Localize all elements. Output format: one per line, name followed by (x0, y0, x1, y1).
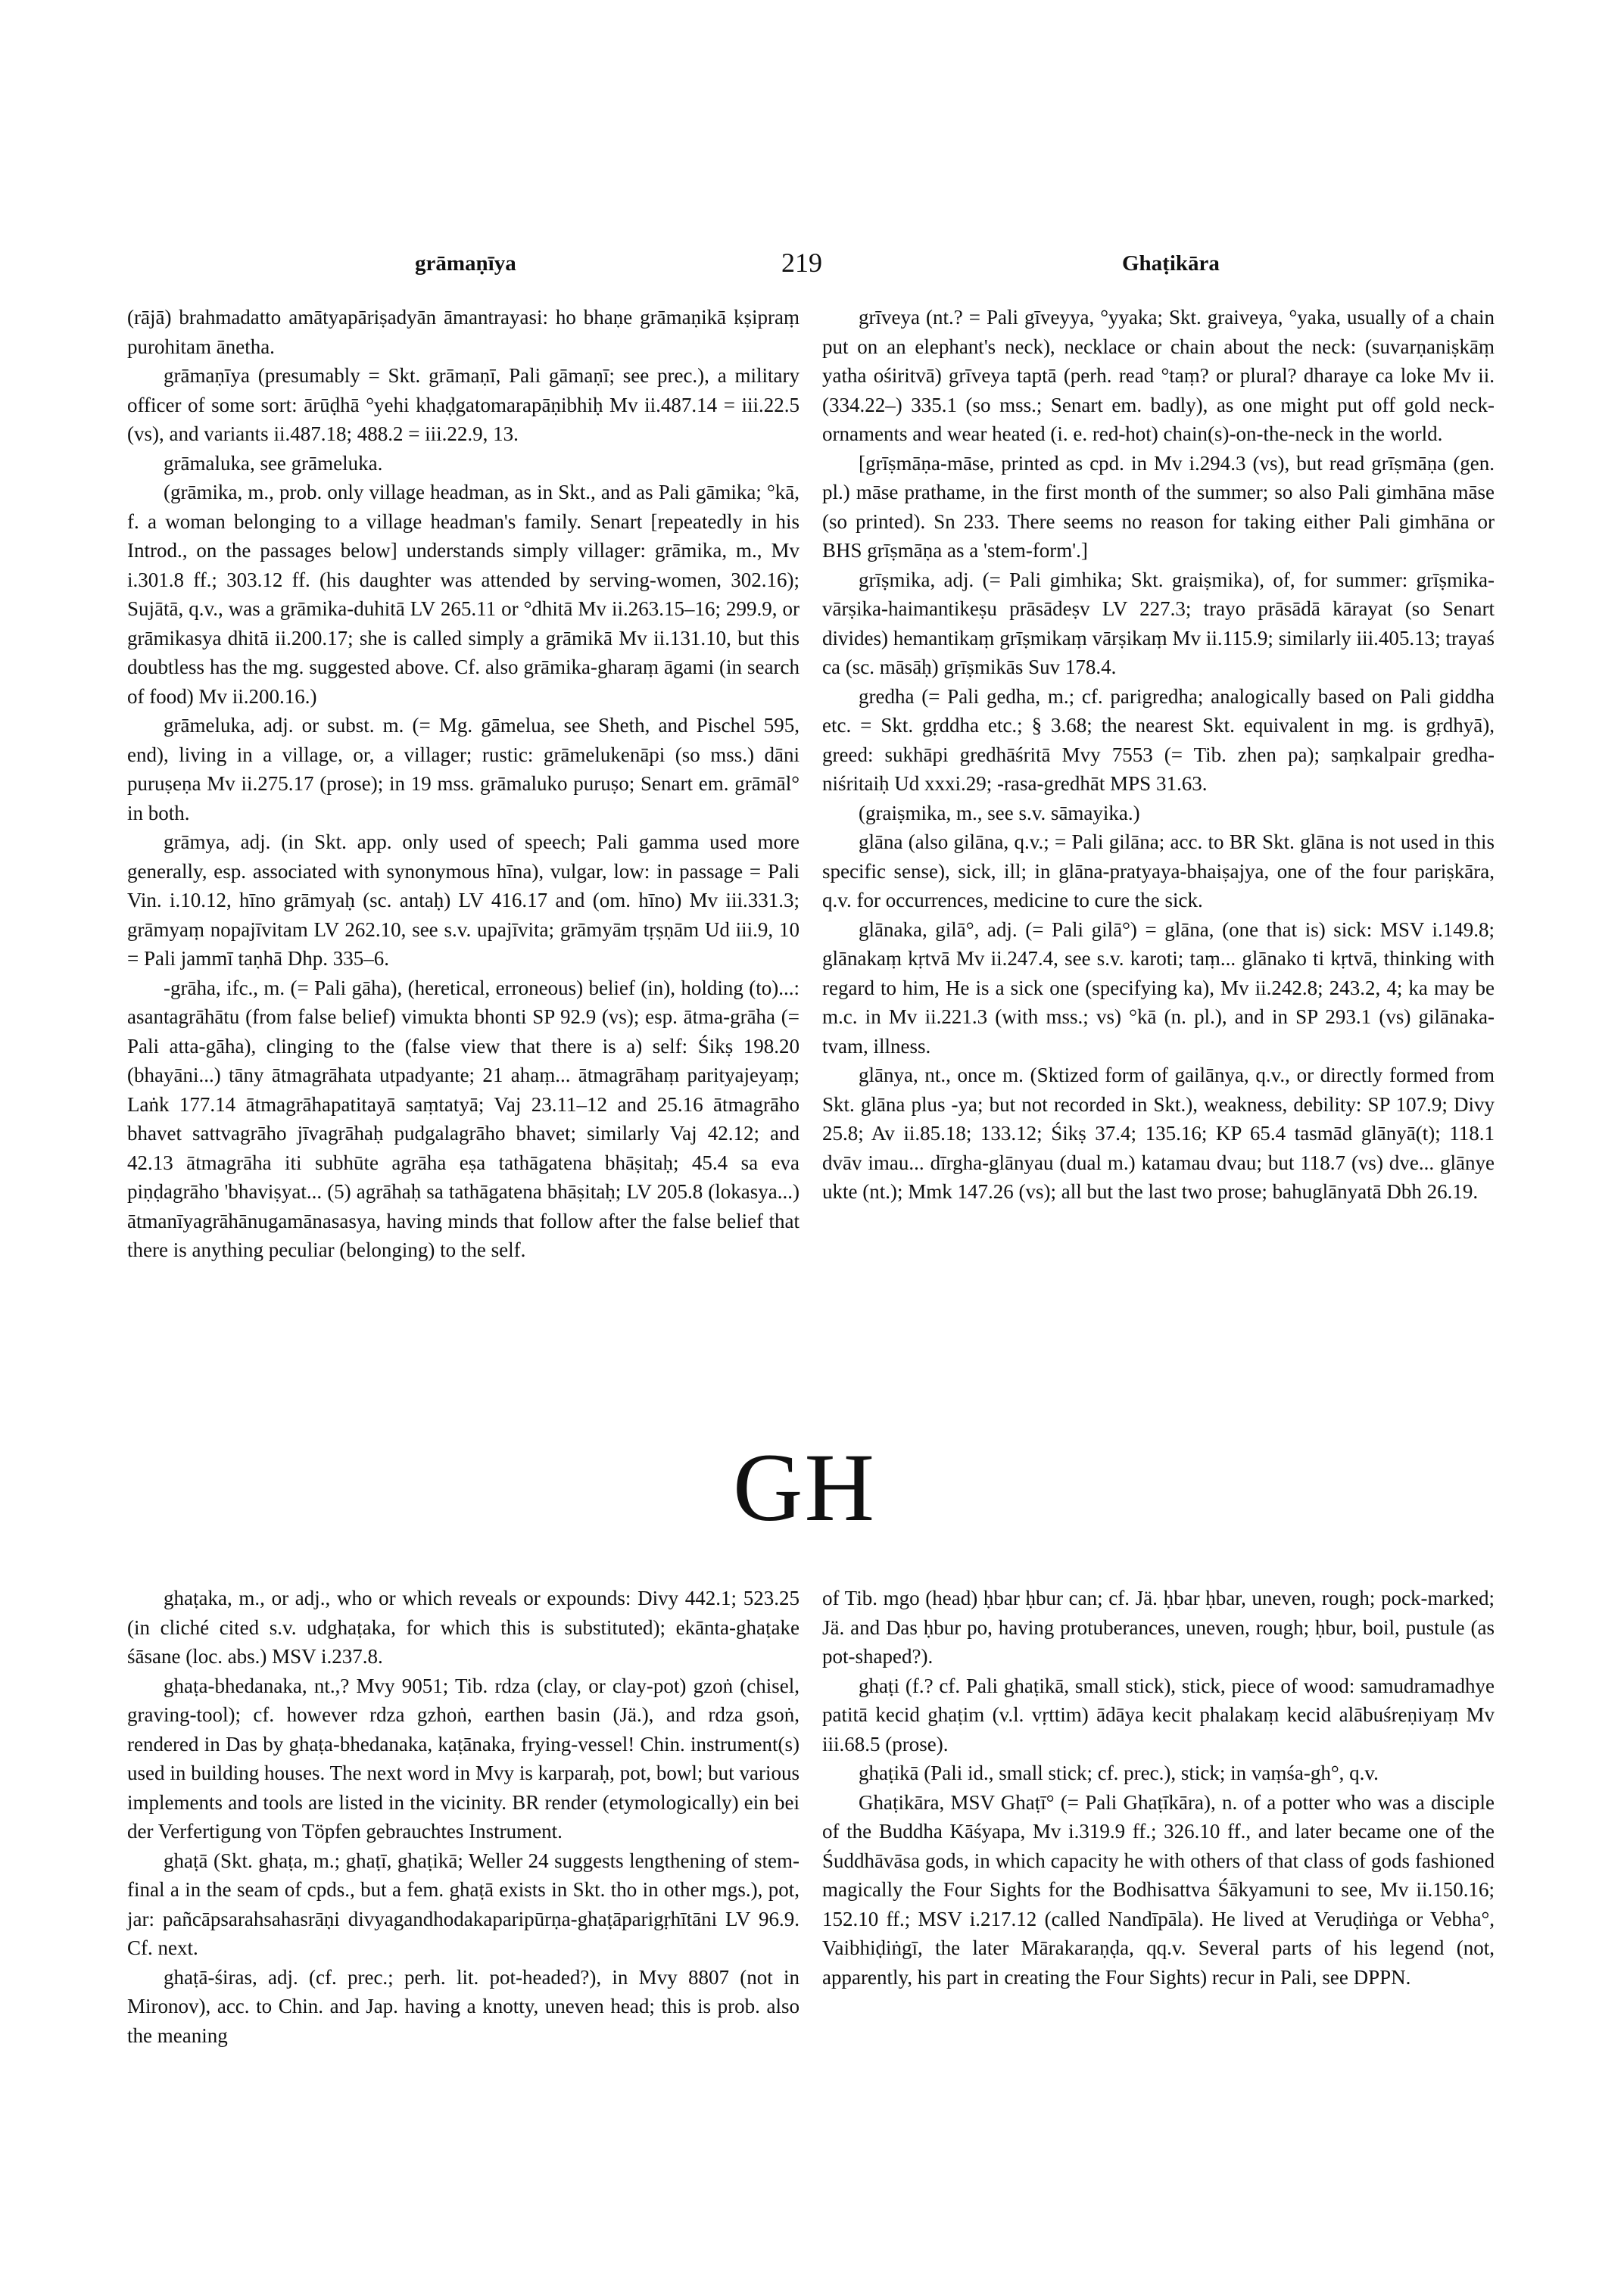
column-top-right (822, 303, 1495, 1207)
column-top-left (127, 303, 800, 1265)
entry-text: glānya, nt., once m. (Sktized form of gailānya, q.v., or directly formed from Skt. glāna plus -ya; but not recorded in Skt.), weakness, debility: SP 107.9; Divy 25.8; Av ii.85.18; 133.12; Śikṣ 37.4; 135.16; KP 65.4 tasmād glānyā(t); 118.1 dvāv imau... dīrgha-glānyau (dual m.) katamau dvau; but 118.7 (vs) dve... glānye ukte (nt.); Mmk 147.26 (vs); all but the last two prose; bahuglānyatā Dbh 26.19. (822, 1064, 1495, 1203)
entry-text: (graiṣmika, m., see s.v. sāmayika.) (859, 801, 1140, 824)
entry-text: (grāmika, m., prob. only village headman, as in Skt., and as Pali gāmika; °kā, f. a woman belonging to a village headman's family. Senart [repeatedly in his Introd., on the passages below] understands simply villager: grāmika, m., Mv i.301.8 ff.; 303.12 ff. (his daughter was attended by serving-women, 302.16); Sujātā, q.v., was a grāmika-duhitā LV 265.11 or °dhitā Mv ii.263.15–16; 299.9, or grāmikasya dhitā ii.200.17; she is called simply a grāmikā Mv ii.131.10, but this doubtless has the mg. suggested above. Cf. also grāmika-gharaṃ āgami (in search of food) Mv ii.200.16.) (127, 481, 800, 708)
entry-text: grāmaluka, see grāmeluka. (164, 451, 383, 475)
entry-text: (rājā) brahmadatto amātyapāriṣadyān āmantrayasi: ho bhaṇe grāmaṇikā kṣipraṃ purohitam ānetha. (127, 306, 800, 358)
page-number: 219 (781, 248, 822, 278)
entry-text: -grāha, ifc., m. (= Pali gāha), (heretical, erroneous) belief (in), holding (to)...: asantagrāhātu (from false belief) vimukta bhonti SP 92.9 (vs); esp. ātma-grāha (= Pali atta-gāha), clinging to the (false view that there is a) self: Śikṣ 198.20 (bhayāni...) tāny ātmagrāhata utpadyante; 21 ahaṃ... ātmagrāhaṃ parityajeyaṃ; Laṅk 177.14 ātmagrāhapatitayā saṃtatyā; Vaj 23.11–12 and 25.16 ātmagrāho bhavet sattvagrāho jīvagrāhaḥ pudgalagrāho bhavet; similarly Vaj 42.12; and 42.13 ātmagrāha iti subhūte agrāha eṣa tathāgatena bhāṣitaḥ; 45.4 sa eva piṇḍagrāho 'bhaviṣyat... (5) agrāhaḥ sa tathāgatena bhāṣitaḥ; LV 205.8 (lokasya...) ātmanīyagrāhānugamānasasya, having minds that follow after the false belief that there is anything peculiar (belonging) to the self. (127, 976, 800, 1261)
entry-text: ghaṭi (f.? cf. Pali ghaṭikā, small stick), stick, piece of wood: samudramadhye patitā kecid ghaṭim (v.l. vṛttim) ādāya kecit phalakaṃ kecid alābuśreṇiyaṃ Mv iii.68.5 (prose). (822, 1674, 1495, 1756)
running-head-right: Ghaṭikāra (1122, 251, 1220, 276)
entry-text: ghaṭā (Skt. ghaṭa, m.; ghaṭī, ghaṭikā; Weller 24 suggests lengthening of stem-final a in the seam of cpds., but a fem. ghaṭā exists in Skt. tho in other mgs.), pot, jar: pañcāpsarahsahasrāṇi divyagandhodakaparipūrṇa-ghaṭāparigṛhītāni LV 96.9. Cf. next. (127, 1849, 800, 1959)
entry-text: [grīṣmāṇa-māse, printed as cpd. in Mv i.294.3 (vs), but read grīṣmāṇa (gen. pl.) māse prathame, in the first month of the summer; so also Pali gimhāna māse (so printed). Sn 233. There seems no reason for taking either Pali gimhāna or BHS grīṣmāṇa as a 'stem-form'.] (822, 451, 1495, 562)
entry-text: ghaṭā-śiras, adj. (cf. prec.; perh. lit. pot-headed?), in Mvy 8807 (not in Mironov), acc. to Chin. and Jap. having a knotty, uneven head; this is prob. also the meaning (127, 1965, 800, 2047)
entry-text: grāmeluka, adj. or subst. m. (= Mg. gāmelua, see Sheth, and Pischel 595, end), living in a village, or, a villager; rustic: grāmelukenāpi (so mss.) dāni puruṣeṇa Mv ii.275.17 (prose); in 19 mss. grāmaluko puruṣo; Senart em. grāmāl° in both. (127, 714, 800, 824)
running-head-left: grāmaṇīya (415, 251, 516, 276)
entry-text: ghaṭaka, m., or adj., who or which reveals or expounds: Divy 442.1; 523.25 (in cliché cited s.v. udghaṭaka, for which this is substituted); ekānta-ghaṭake śāsane (loc. abs.) MSV i.237.8. (127, 1587, 800, 1668)
entry-text: glānaka, gilā°, adj. (= Pali gilā°) = glāna, (one that is) sick: MSV i.149.8; glānakaṃ kṛtvā Mv ii.247.4, see s.v. karoti; taṃ... glānako ti kṛtvā, thinking with regard to him, He is a sick one (specifying ka), Mv ii.242.8; 243.2, 4; ka may be m.c. in Mv ii.221.3 (with mss.; vs) °kā (n. pl.), and in SP 293.1 (vs) gilānaka-tvam, illness. (822, 918, 1495, 1058)
entry-text: gredha (= Pali gedha, m.; cf. parigredha; analogically based on Pali giddha etc. = Skt. gṛddha etc.; § 3.68; the nearest Skt. equivalent in mg. is gṛdhyā), greed: sukhāpi gredhāśritā Mvy 7553 (= Tib. zhen pa); saṃkalpair gredha-niśritaiḥ Ud xxxi.29; -rasa-gredhāt MPS 31.63. (822, 684, 1495, 795)
entry-text: ghaṭikā (Pali id., small stick; cf. prec.), stick; in vaṃśa-gh°, q.v. (859, 1762, 1379, 1784)
column-bottom-right (822, 1584, 1495, 1992)
entry-text: Ghaṭikāra, MSV Ghaṭī° (= Pali Ghaṭīkāra), n. of a potter who was a disciple of the Buddha Kāśyapa, Mv i.319.9 ff.; 326.10 ff., and later became one of the Śuddhāvāsa gods, in which capacity he with others of that class of gods fashioned magically the Four Sights for the Bodhisattva Śākyamuni to see, Mv ii.150.16; 152.10 ff.; MSV i.217.12 (called Nandīpāla). He lived at Veruḍiṅga or Vebha°, Vaibhiḍiṅgī, the later Mārakaraṇḍa, qq.v. Several parts of his legend (not, apparently, his part in creating the Four Sights) recur in Pali, see DPPN. (822, 1790, 1495, 1989)
column-bottom-left (127, 1584, 800, 2050)
section-letter-heading: GH (733, 1434, 876, 1541)
entry-text: grāmya, adj. (in Skt. app. only used of speech; Pali gamma used more generally, esp. associated with synonymous hīna), vulgar, low: in passage = Pali Vin. i.10.12, hīno grāmyaḥ (sc. antaḥ) LV 416.17 and (om. hīno) Mv iii.331.3; grāmyaṃ nopajīvitam LV 262.10, see s.v. upajīvita; grāmyām tṛṣṇām Ud iii.9, 10 = Pali jammī taṇhā Dhp. 335–6. (127, 830, 800, 970)
entry-text: grīveya (nt.? = Pali gīveyya, °yyaka; Skt. graiveya, °yaka, usually of a chain put on an elephant's neck), necklace or chain about the neck: (suvarṇaniṣkāṃ yatha ośiritvā) grīveya taptā (perh. read °taṃ? or plural? dharaye ca loke Mv ii.(334.22–) 335.1 (so mss.; Senart em. badly), as one might put off gold neck-ornaments and wear heated (i. e. red-hot) chain(s)-on-the-neck in the world. (822, 306, 1495, 445)
entry-text: glāna (also gilāna, q.v.; = Pali gilāna; acc. to BR Skt. glāna is not used in this specific sense), sick, ill; in glāna-pratyaya-bhaiṣajya, one of the four pariṣkāra, q.v. for occurrences, medicine to cure the sick. (822, 830, 1495, 911)
entry-text: ghaṭa-bhedanaka, nt.,? Mvy 9051; Tib. rdza (clay, or clay-pot) gzoṅ (chisel, graving-tool); cf. however rdza gzhoṅ, earthen basin (Jä.), and rdza gsoṅ, rendered in Das by ghaṭa-bhedanaka, kaṭānaka, frying-vessel! Chin. instrument(s) used in building houses. The next word in Mvy is karparaḥ, pot, bowl; but various implements and tools are listed in the vicinity. BR render (etymologically) ein bei der Verfertigung von Töpfen gebrauchtes Instrument. (127, 1674, 800, 1843)
entry-text: of Tib. mgo (head) ḥbar ḥbur can; cf. Jä. ḥbar ḥbar, uneven, rough; pock-marked; Jä. and Das ḥbur po, having protuberances, uneven, rough; ḥbur, boil, pustule (as pot-shaped?). (822, 1587, 1495, 1668)
entry-text: grāmaṇīya (presumably = Skt. grāmaṇī, Pali gāmaṇī; see prec.), a military officer of some sort: ārūḍhā °yehi khaḍgatomarapāṇibhiḥ Mv ii.487.14 = iii.22.5 (vs), and variants ii.487.18; 488.2 = iii.22.9, 13. (127, 364, 800, 445)
entry-text: grīṣmika, adj. (= Pali gimhika; Skt. graiṣmika), of, for summer: grīṣmika-vārṣika-haimantikeṣu prāsādeṣv LV 227.3; trayo prāsādā kārayat (so Senart divides) hemantikaṃ grīṣmikaṃ vārṣikaṃ Mv ii.115.9; similarly iii.405.13; trayaś ca (sc. māsāḥ) grīṣmikās Suv 178.4. (822, 568, 1495, 678)
